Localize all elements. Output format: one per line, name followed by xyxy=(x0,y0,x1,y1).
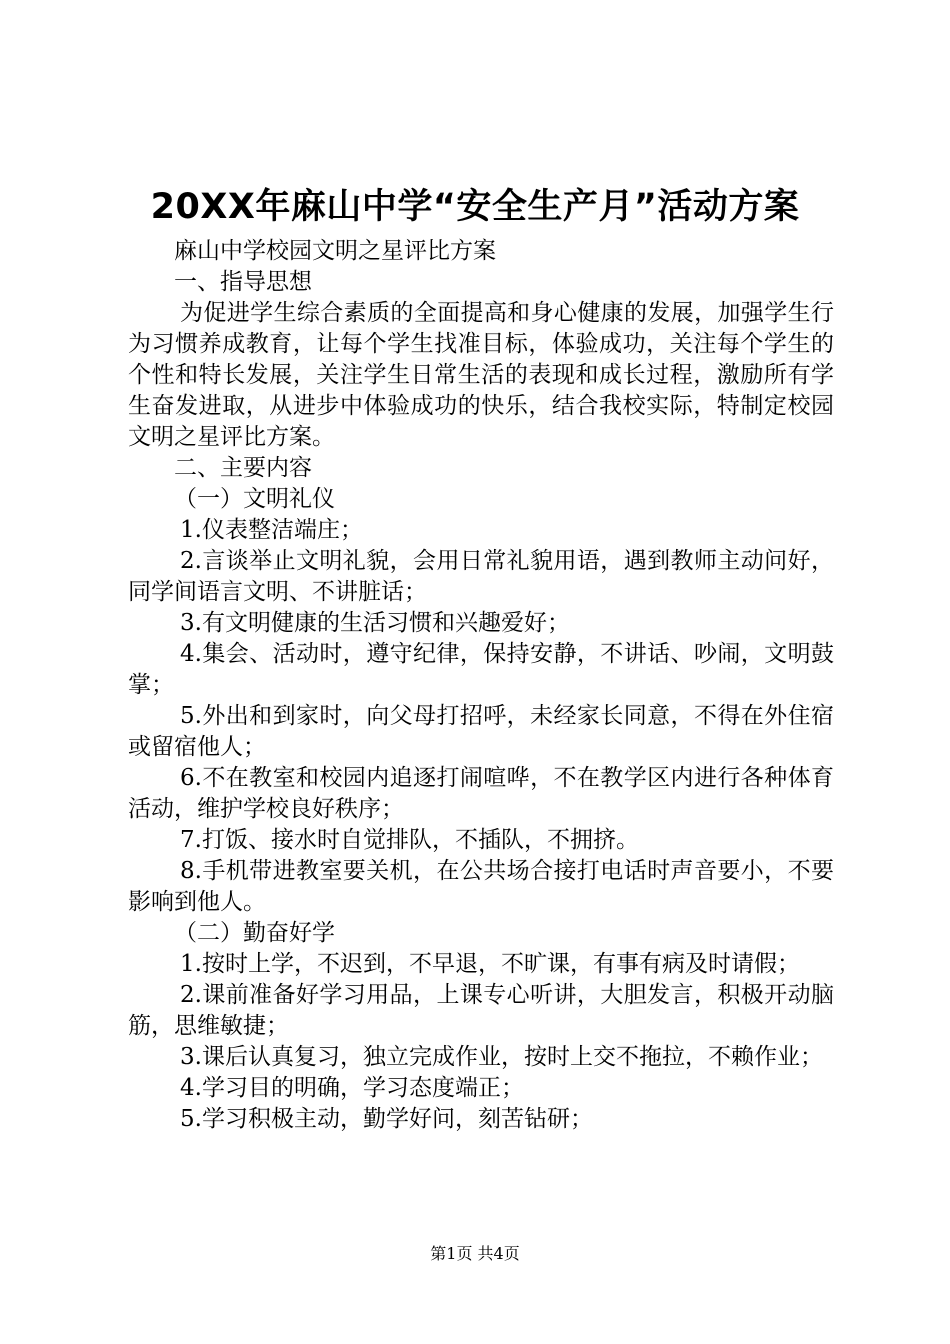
list-item: 7.打饭、接水时自觉排队，不插队，不拥挤。 xyxy=(180,827,639,853)
paragraph-subtitle: 麻山中学校园文明之星评比方案 xyxy=(174,238,496,264)
list-item: 4.学习目的明确，学习态度端正； xyxy=(180,1075,524,1101)
list-item: 8.手机带进教室要关机，在公共场合接打电话时声音要小，不要影响到他人。 xyxy=(128,858,834,915)
heading-diligent-study: （二）勤奋好学 xyxy=(174,920,335,946)
list-item: 5.外出和到家时，向父母打招呼，未经家长同意，不得在外住宿或留宿他人； xyxy=(128,703,834,760)
list-item: 1.仪表整洁端庄； xyxy=(180,517,363,543)
list-item: 3.有文明健康的生活习惯和兴趣爱好； xyxy=(180,610,570,636)
heading-main-content: 二、主要内容 xyxy=(174,455,312,481)
list-item: 2.课前准备好学习用品，上课专心听讲，大胆发言，积极开动脑筋，思维敏捷； xyxy=(128,982,834,1039)
list-item: 4.集会、活动时，遵守纪律，保持安静，不讲话、吵闹，文明鼓掌； xyxy=(128,641,834,698)
list-item: 1.按时上学，不迟到，不早退，不旷课，有事有病及时请假； xyxy=(180,951,800,977)
list-item: 6.不在教室和校园内追逐打闹喧哗，不在教学区内进行各种体育活动，维护学校良好秩序； xyxy=(128,765,834,822)
heading-guiding-ideology: 一、指导思想 xyxy=(174,269,312,295)
paragraph-intro: 为促进学生综合素质的全面提高和身心健康的发展，加强学生行为习惯养成教育，让每个学生找准目标，体验成功，关注每个学生的个性和特长发展，关注学生日常生活的表现和成长过程，激励所有学生奋发进取，从进步中体验成功的快乐，结合我校实际，特制定校园文明之星评比方案。 xyxy=(128,300,834,450)
list-item: 5.学习积极主动，勤学好问，刻苦钻研； xyxy=(180,1106,593,1132)
document-body xyxy=(128,236,834,1135)
document-title: 20XX年麻山中学“安全生产月”活动方案 xyxy=(150,187,800,227)
list-item: 3.课后认真复习，独立完成作业，按时上交不拖拉，不赖作业； xyxy=(180,1044,823,1070)
heading-civility-etiquette: （一）文明礼仪 xyxy=(174,486,335,512)
page-number-footer: 第1页 共4页 xyxy=(430,1244,520,1263)
list-item: 2.言谈举止文明礼貌，会用日常礼貌用语，遇到教师主动问好，同学间语言文明、不讲脏话； xyxy=(128,548,834,605)
